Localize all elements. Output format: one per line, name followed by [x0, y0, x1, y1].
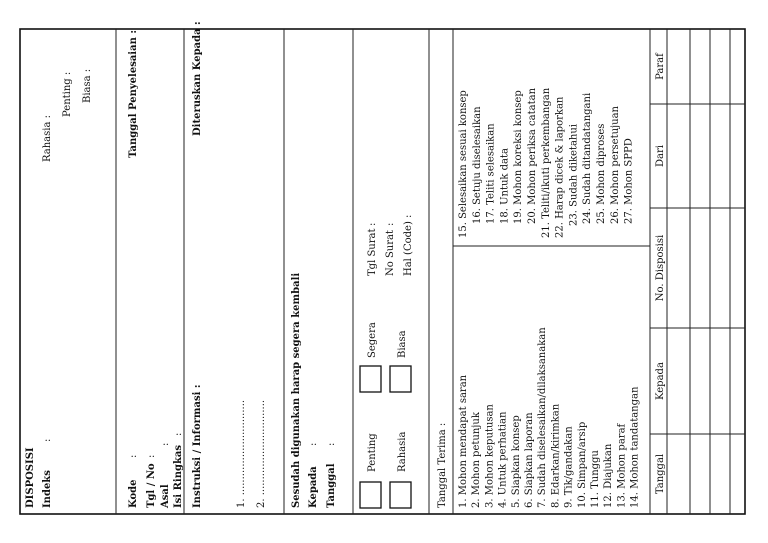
label-hal-code: Hal (Code) :	[403, 214, 414, 276]
label-biasa: Biasa :	[82, 68, 93, 103]
label-isi-ringkas: Isi Ringkas	[173, 445, 184, 508]
instruction-item: 10. Simpan/arsip	[576, 421, 588, 508]
instruction-list-left	[458, 327, 641, 508]
checkbox-biasa[interactable]	[390, 366, 411, 392]
instruction-item: 27. Mohon SPPD	[623, 138, 635, 224]
instruction-item: 21. Teliti/ikuti perkembangan	[540, 87, 552, 238]
table-header-cell: Dari	[655, 145, 666, 167]
table-header-cell: Tanggal	[655, 453, 666, 495]
instruksi-line-1: 1. ..............................	[236, 399, 247, 508]
form-title: DISPOSISI	[25, 447, 36, 508]
table-header-cell: No. Disposisi	[655, 234, 666, 302]
instruction-item: 8. Edarkan/kirimkan	[550, 403, 562, 508]
label-kode: Kode	[128, 479, 139, 508]
colon-tgl-surat: :	[367, 222, 378, 226]
instruction-item: 16. Setuju diselesaikan	[471, 106, 483, 224]
instruksi-line-2: 2. ..............................	[256, 399, 267, 508]
instruction-item: 3. Mohon keputusan	[484, 404, 496, 508]
label-cb-rahasia: Rahasia	[397, 431, 408, 472]
label-tanggal-penyelesaian: Tanggal Penyelesaian :	[128, 29, 139, 158]
label-sesudah: Sesudah digunakan harap segera kembali	[291, 272, 302, 508]
label-instruksi: Instruksi / Informasi :	[192, 384, 203, 508]
colon-kepada: :	[308, 442, 319, 446]
instruction-item: 14. Mohon tandatangan	[629, 386, 641, 508]
label-penting: Penting :	[62, 71, 73, 117]
checkbox-segera[interactable]	[360, 366, 381, 392]
table-header-cell: Paraf	[655, 53, 666, 80]
instruction-item: 15. Selesaikan sesuai konsep	[458, 90, 469, 238]
label-tgl-no: Tgl / No	[146, 463, 157, 508]
instruction-item: 5. Siapkan konsep	[510, 415, 522, 508]
label-diteruskan: Diteruskan Kepada :	[192, 21, 203, 136]
colon-tanggal: :	[326, 442, 337, 446]
instruction-item: 18. Untuk data	[499, 148, 511, 224]
instruction-item: 25. Mohon diproses	[596, 123, 607, 224]
label-cb-penting: Penting	[367, 433, 378, 472]
colon-kode: :	[128, 454, 139, 458]
instruction-item: 12. Diajukan	[603, 443, 615, 508]
instruction-item: 26. Mohon persetujuan	[609, 106, 621, 224]
instruction-item: 2. Mohon petunjuk	[471, 412, 483, 508]
instruction-item: 23. Sudah diketahui	[568, 124, 580, 226]
colon-tgl-no: :	[146, 454, 157, 458]
label-cb-biasa: Biasa	[397, 330, 408, 358]
colon-no-surat: :	[385, 222, 396, 226]
label-no-surat: No Surat	[385, 229, 396, 276]
table-header-cell: Kepada	[655, 362, 666, 400]
instruction-item: 20. Mohon periksa catatan	[527, 87, 538, 224]
colon-asal: :	[160, 442, 171, 446]
checkbox-penting[interactable]	[360, 482, 381, 508]
instruction-item: 19. Mohon koreksi konsep	[513, 90, 525, 224]
label-indeks: Indeks	[42, 470, 53, 508]
label-asal: Asal	[160, 484, 171, 508]
instruction-item: 1. Mohon mendapat saran	[458, 374, 469, 508]
label-tanggal: Tanggal	[326, 463, 337, 508]
instruction-item: 7. Sudah diselesaikan/dilaksanakan	[537, 327, 549, 508]
instruction-item: 13. Mohon paraf	[616, 423, 628, 508]
instruction-item: 22. Harap dicek & laporkan	[554, 96, 566, 238]
instruction-item: 24. Sudah ditandatangani	[582, 92, 594, 224]
instruction-item: 6. Siapkan laporan	[524, 412, 535, 508]
colon-indeks: :	[42, 438, 53, 442]
label-tgl-surat: Tgl Surat	[367, 228, 378, 276]
label-tanggal-terima: Tanggal Terima :	[437, 422, 448, 508]
instruction-item: 11. Tunggu	[590, 450, 601, 508]
checkbox-rahasia[interactable]	[390, 482, 411, 508]
label-cb-segera: Segera	[367, 322, 378, 358]
instruction-item: 17. Teliti selesaikan	[485, 123, 497, 224]
instruction-item: 9. Tik/gandakan	[563, 426, 575, 508]
instruction-item: 4. Untuk perhatian	[497, 411, 509, 508]
label-kepada: Kepada	[308, 466, 319, 508]
instruction-list-right	[458, 87, 635, 238]
colon-isi-ringkas: :	[173, 432, 184, 436]
label-rahasia: Rahasia :	[42, 115, 53, 162]
